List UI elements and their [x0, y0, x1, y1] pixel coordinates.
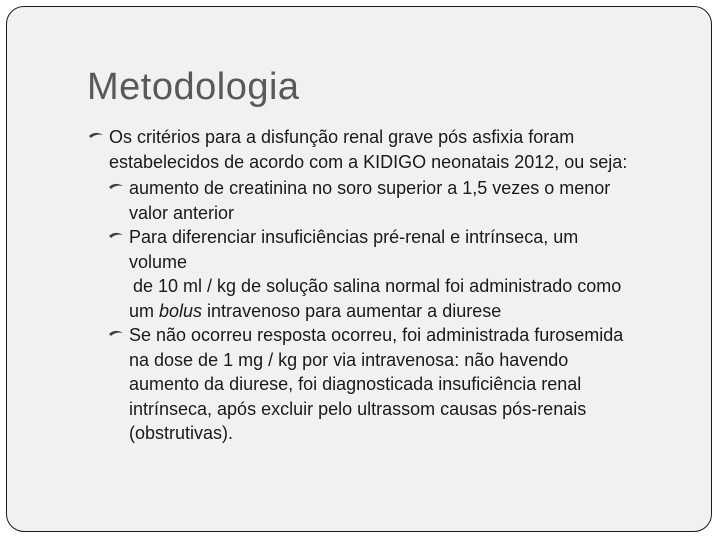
- swoosh-bullet-icon: [108, 328, 124, 340]
- bullet-line: aumento da diurese, foi diagnosticada insuficiência renal: [129, 374, 582, 394]
- bullet-line: Se não ocorreu resposta ocorreu, foi administrada furosemida: [129, 325, 624, 345]
- bullet-line: na dose de 1 mg / kg por via intravenosa: não havendo: [129, 349, 569, 370]
- bullet-line: intrínseca, após excluir pelo ultrassom causas pós-renais: [129, 398, 587, 419]
- bullet-line: valor anterior: [129, 202, 235, 223]
- bullet-line-prefix: um: [129, 300, 160, 321]
- bullet-line: volume: [129, 251, 188, 272]
- sub-bullet-item: [87, 323, 697, 446]
- sub-bullet-item: [87, 176, 697, 225]
- sub-bullet-item: [87, 225, 697, 323]
- bullet-line: [129, 299, 697, 324]
- slide-title: Metodologia: [87, 66, 300, 108]
- swoosh-bullet-icon: [108, 230, 124, 242]
- swoosh-bullet-icon: [108, 181, 124, 193]
- slide-content: [87, 125, 697, 446]
- bullet-line: Os critérios para a disfunção renal grave pós asfixia foram: [109, 127, 575, 147]
- bullet-line: Para diferenciar insuficiências pré-renal e intrínseca, um: [129, 227, 579, 247]
- bullet-line: [129, 274, 697, 299]
- bullet-line: aumento de creatinina no soro superior a 1,5 vezes o menor: [129, 178, 611, 198]
- bullet-line-text: de 10 ml / kg de solução salina normal foi administrado como: [133, 276, 622, 296]
- bullet-line: (obstrutivas).: [129, 423, 234, 443]
- swoosh-bullet-icon: [88, 130, 104, 142]
- slide: [6, 6, 712, 532]
- bullet-item: [87, 125, 697, 174]
- bullet-line: estabelecidos de acordo com a KIDIGO neonatais 2012, ou seja:: [109, 151, 628, 172]
- bolus-emphasis: bolus: [159, 300, 203, 321]
- bullet-line-suffix: intravenoso para aumentar a diurese: [202, 300, 502, 321]
